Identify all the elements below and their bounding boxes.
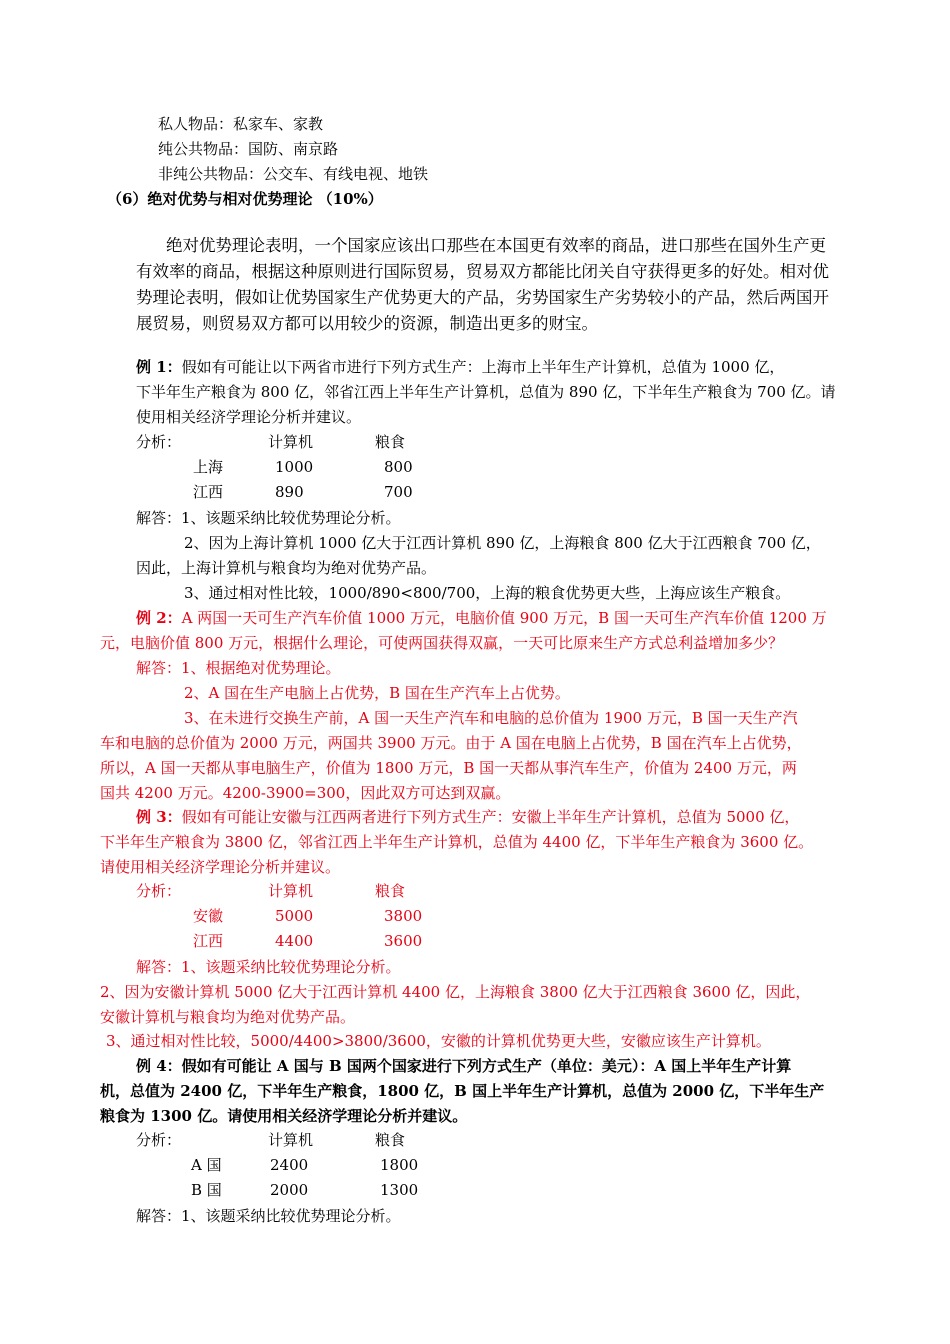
table-row-name: 江西 bbox=[193, 932, 224, 950]
table-cell-computer: 4400 bbox=[275, 932, 314, 950]
example4-line-2: 机，总值为 2400 亿，下半年生产粮食，1800 亿，B 国上半年生产计算机，总值为 2000 亿，下半年生产 bbox=[100, 1082, 825, 1100]
table-cell-computer: 2000 bbox=[270, 1181, 309, 1199]
example4-answer-1: 解答：1、该题采纳比较优势理论分析。 bbox=[136, 1207, 401, 1225]
table-cell-computer: 1000 bbox=[275, 458, 314, 476]
example1-answer-2: 2、因为上海计算机 1000 亿大于江西计算机 890 亿，上海粮食 800 亿大于江西粮食 700 亿， bbox=[184, 534, 821, 552]
table-header-grain: 粮食 bbox=[375, 882, 406, 900]
example4-line-1: 例 4：假如有可能让 A 国与 B 国两个国家进行下列方式生产（单位：美元）：A 国上半年生产计算 bbox=[136, 1057, 792, 1075]
example2-line-1: 例 2：A 两国一天可生产汽车价值 1000 万元，电脑价值 900 万元，B 国一天可生产汽车价值 1200 万 bbox=[136, 609, 827, 627]
table-row-name: A 国 bbox=[191, 1156, 222, 1174]
example2-answer-2: 2、A 国在生产电脑上占优势，B 国在生产汽车上占优势。 bbox=[184, 684, 570, 702]
example3-answer-1: 解答：1、该题采纳比较优势理论分析。 bbox=[136, 958, 401, 976]
table-header-computer: 计算机 bbox=[268, 1131, 314, 1149]
example4-line-3: 粮食为 1300 亿。请使用相关经济学理论分析并建议。 bbox=[100, 1107, 468, 1125]
paragraph-line-4: 展贸易，则贸易双方都可以用较少的资源，制造出更多的财宝。 bbox=[136, 314, 598, 333]
example1-answer-1: 解答：1、该题采纳比较优势理论分析。 bbox=[136, 509, 401, 527]
example2-answer-1: 解答：1、根据绝对优势理论。 bbox=[136, 659, 341, 677]
section-heading: （6）绝对优势与相对优势理论 （10%） bbox=[107, 190, 383, 208]
table-cell-computer: 2400 bbox=[270, 1156, 309, 1174]
table-cell-grain: 1800 bbox=[380, 1156, 419, 1174]
table-cell-computer: 890 bbox=[275, 483, 304, 501]
example1-label: 例 1： bbox=[136, 358, 182, 376]
example1-line-1: 例 1：假如有可能让以下两省市进行下列方式生产：上海市上半年生产计算机，总值为 1000 亿， bbox=[136, 358, 785, 376]
table-caption: 分析： bbox=[136, 882, 182, 900]
table-header-computer: 计算机 bbox=[268, 433, 314, 451]
example3-answer-2: 2、因为安徽计算机 5000 亿大于江西计算机 4400 亿，上海粮食 3800 亿大于江西粮食 3600 亿，因此， bbox=[100, 983, 811, 1001]
example1-answer-3: 因此，上海计算机与粮食均为绝对优势产品。 bbox=[136, 559, 437, 577]
example1-line-2: 下半年生产粮食为 800 亿，邻省江西上半年生产计算机，总值为 890 亿，下半年生产粮食为 700 亿。请 bbox=[136, 383, 836, 401]
table-header-computer: 计算机 bbox=[268, 882, 314, 900]
example1-line-3: 使用相关经济学理论分析并建议。 bbox=[136, 408, 362, 426]
table-cell-computer: 5000 bbox=[275, 907, 314, 925]
table-header-grain: 粮食 bbox=[375, 1131, 406, 1149]
example2-answer-5: 所以，A 国一天都从事电脑生产，价值为 1800 万元，B 国一天都从事汽车生产，价值为 2400 万元，两 bbox=[100, 759, 797, 777]
table-cell-grain: 3800 bbox=[384, 907, 423, 925]
example2-label: 例 2： bbox=[136, 609, 182, 627]
paragraph-line-3: 势理论表明，假如让优势国家生产优势更大的产品，劣势国家生产劣势较小的产品，然后两国开 bbox=[136, 288, 829, 307]
table-row-name: 安徽 bbox=[193, 907, 224, 925]
example3-line-3: 请使用相关经济学理论分析并建议。 bbox=[100, 858, 341, 876]
example1-answer-4: 3、通过相对性比较，1000/890<800/700，上海的粮食优势更大些，上海应该生产粮食。 bbox=[184, 584, 791, 602]
table-row-name: 上海 bbox=[193, 458, 224, 476]
example2-answer-6: 国共 4200 万元。4200-3900=300，因此双方可达到双赢。 bbox=[100, 784, 511, 802]
example3-answer-4: 3、通过相对性比较，5000/4400>3800/3600，安徽的计算机优势更大些，安徽应该生产计算机。 bbox=[106, 1032, 771, 1050]
example3-label: 例 3： bbox=[136, 808, 182, 826]
paragraph-line-1: 绝对优势理论表明，一个国家应该出口那些在本国更有效率的商品，进口那些在国外生产更 bbox=[166, 236, 826, 255]
example3-answer-3: 安徽计算机与粮食均为绝对优势产品。 bbox=[100, 1008, 356, 1026]
table-caption: 分析： bbox=[136, 1131, 182, 1149]
table-cell-grain: 3600 bbox=[384, 932, 423, 950]
table-header-grain: 粮食 bbox=[375, 433, 406, 451]
table-cell-grain: 700 bbox=[384, 483, 413, 501]
table-row-name: 江西 bbox=[193, 483, 224, 501]
table-cell-grain: 800 bbox=[384, 458, 413, 476]
table-cell-grain: 1300 bbox=[380, 1181, 419, 1199]
example2-answer-3: 3、在未进行交换生产前，A 国一天生产汽车和电脑的总价值为 1900 万元，B 国一天生产汽 bbox=[184, 709, 798, 727]
example3-line-2: 下半年生产粮食为 3800 亿，邻省江西上半年生产计算机，总值为 4400 亿，下半年生产粮食为 3600 亿。 bbox=[100, 833, 814, 851]
private-goods-line: 私人物品：私家车、家教 bbox=[158, 115, 324, 133]
example3-line-1: 例 3：假如有可能让安徽与江西两者进行下列方式生产：安徽上半年生产计算机，总值为 5000 亿， bbox=[136, 808, 800, 826]
impure-public-goods-line: 非纯公共物品：公交车、有线电视、地铁 bbox=[158, 165, 429, 183]
pure-public-goods-line: 纯公共物品：国防、南京路 bbox=[158, 140, 339, 158]
example2-answer-4: 车和电脑的总价值为 2000 万元，两国共 3900 万元。由于 A 国在电脑上占优势，B 国在汽车上占优势， bbox=[100, 734, 802, 752]
example2-line-2: 元，电脑价值 800 万元，根据什么理论，可使两国获得双赢，一天可比原来生产方式总利益增加多少？ bbox=[100, 634, 784, 652]
table-row-name: B 国 bbox=[191, 1181, 222, 1199]
paragraph-line-2: 有效率的商品，根据这种原则进行国际贸易，贸易双方都能比闭关自守获得更多的好处。相对优 bbox=[136, 262, 829, 281]
example4-label: 例 4： bbox=[136, 1057, 182, 1075]
table-caption: 分析： bbox=[136, 433, 182, 451]
